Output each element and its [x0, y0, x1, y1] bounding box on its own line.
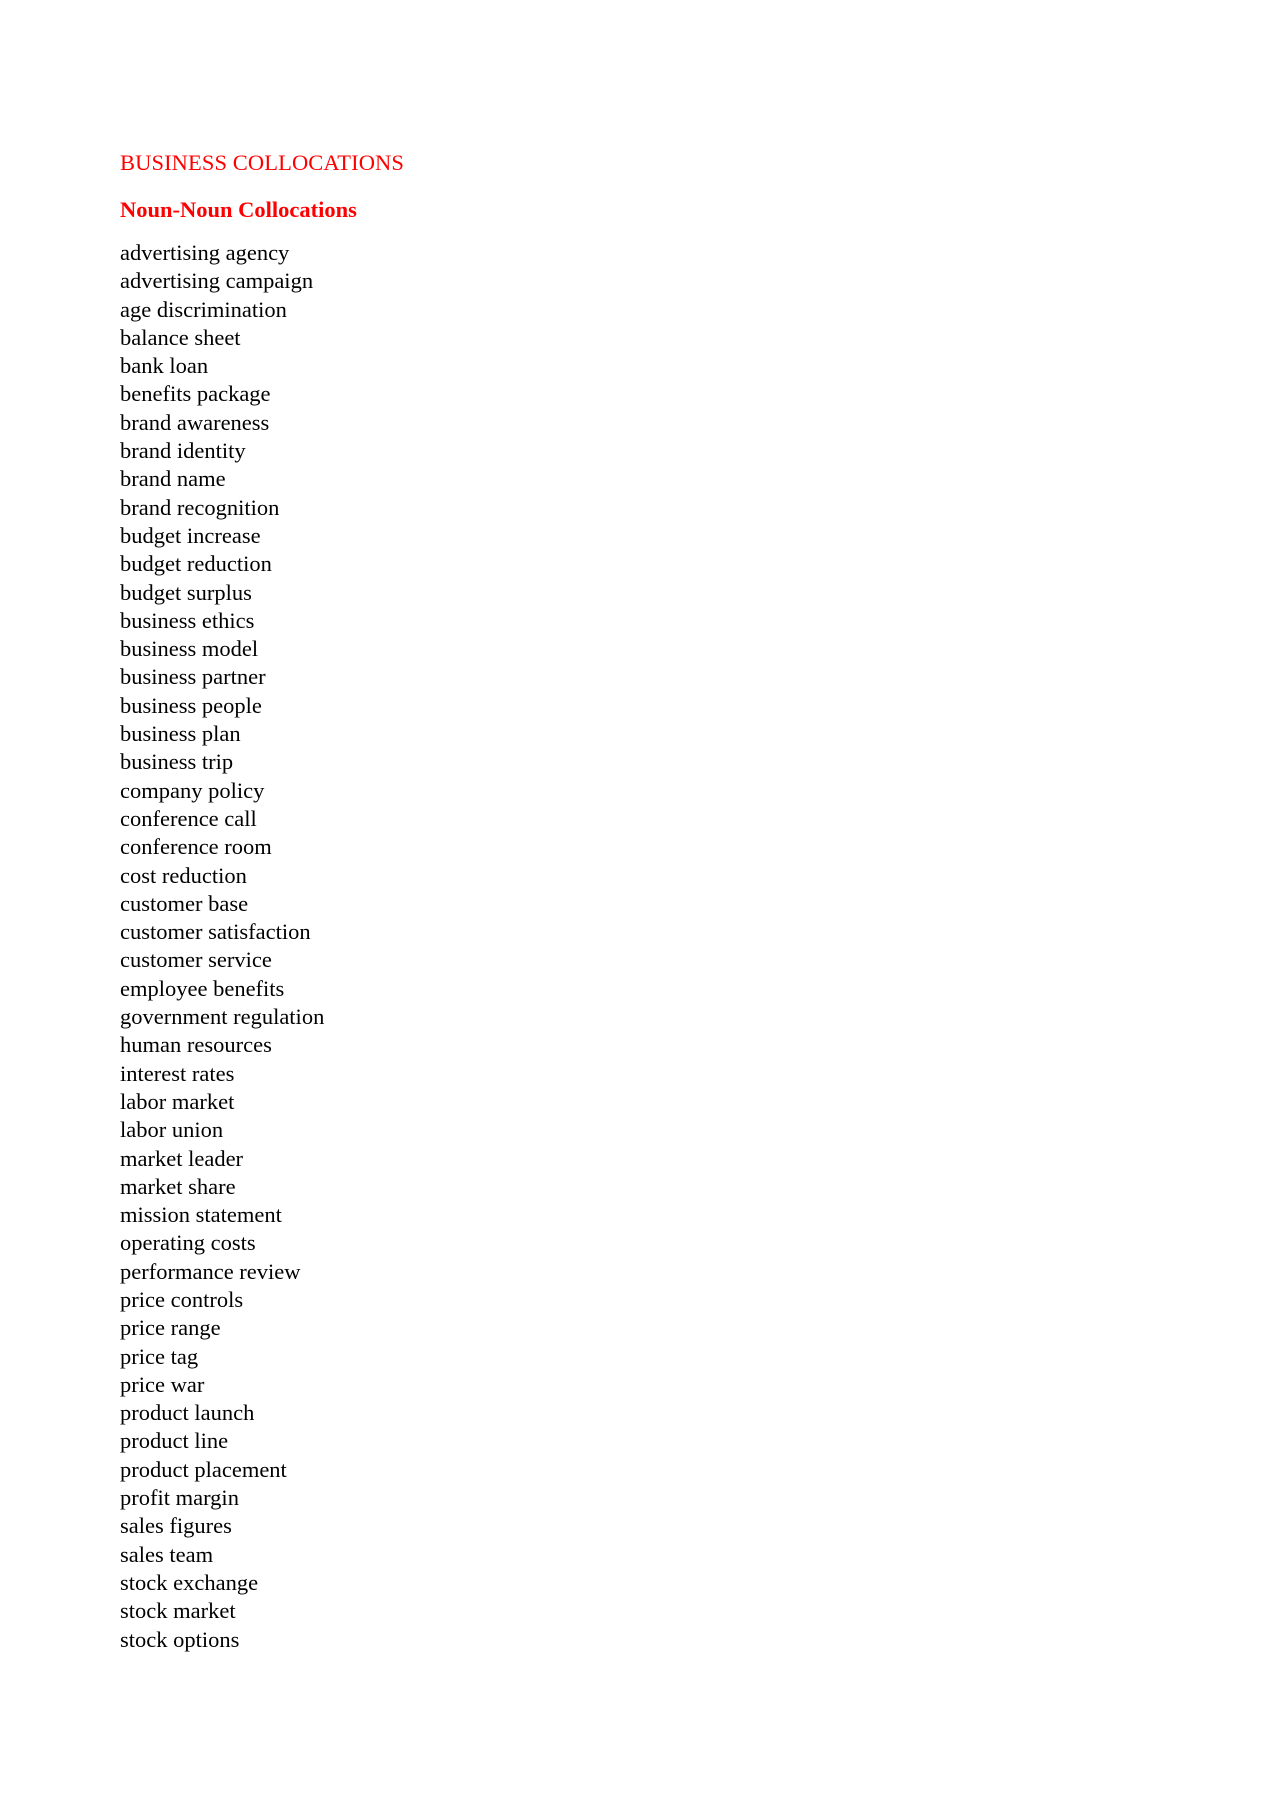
collocation-item: sales figures	[120, 1513, 232, 1539]
collocation-item: stock market	[120, 1598, 236, 1624]
collocation-item: company policy	[120, 777, 265, 803]
collocation-item: market share	[120, 1173, 236, 1199]
collocation-item: mission statement	[120, 1202, 282, 1228]
collocation-item: price tag	[120, 1343, 199, 1369]
collocation-item: advertising agency	[120, 240, 290, 265]
collocation-item: brand identity	[120, 438, 246, 464]
collocation-item: business partner	[120, 664, 266, 690]
collocation-item: conference call	[120, 805, 257, 831]
collocation-item: customer base	[120, 890, 249, 916]
collocation-item: sales team	[120, 1541, 214, 1567]
collocation-item: budget surplus	[120, 579, 252, 605]
collocation-item: profit margin	[120, 1485, 239, 1511]
collocation-item: stock exchange	[120, 1569, 259, 1595]
collocation-item: interest rates	[120, 1060, 235, 1086]
collocation-item: stock options	[120, 1626, 240, 1652]
collocation-item: brand name	[120, 466, 226, 492]
collocation-item: employee benefits	[120, 975, 285, 1001]
collocation-item: labor union	[120, 1117, 224, 1143]
collocation-item: benefits package	[120, 381, 271, 407]
collocation-item: business plan	[120, 721, 241, 747]
collocation-item: business people	[120, 692, 262, 718]
page-content	[120, 148, 1160, 1654]
collocation-item: performance review	[120, 1258, 301, 1284]
collocation-item: government regulation	[120, 1004, 325, 1030]
collocation-item: brand awareness	[120, 409, 270, 435]
collocation-item: balance sheet	[120, 324, 241, 350]
collocation-item: market leader	[120, 1145, 244, 1171]
collocation-item: age discrimination	[120, 296, 287, 322]
collocation-item: price war	[120, 1371, 205, 1397]
collocation-item: cost reduction	[120, 862, 247, 888]
collocation-list	[120, 239, 1160, 1654]
collocation-item: budget reduction	[120, 551, 272, 577]
collocation-item: operating costs	[120, 1230, 256, 1256]
collocation-item: price range	[120, 1315, 221, 1341]
collocation-item: labor market	[120, 1088, 235, 1114]
collocation-item: budget increase	[120, 522, 261, 548]
collocation-item: human resources	[120, 1032, 272, 1058]
collocation-item: bank loan	[120, 353, 209, 379]
collocation-item: conference room	[120, 834, 272, 860]
collocation-item: customer satisfaction	[120, 919, 311, 945]
noun-noun-section	[120, 195, 1160, 1654]
collocation-item: product launch	[120, 1400, 255, 1426]
collocation-item: business ethics	[120, 607, 255, 633]
collocation-item: price controls	[120, 1286, 244, 1312]
collocation-item: product placement	[120, 1456, 287, 1482]
collocation-item: advertising campaign	[120, 268, 314, 294]
section-heading: Noun-Noun Collocations	[120, 197, 357, 222]
collocation-item: product line	[120, 1428, 229, 1454]
collocation-item: brand recognition	[120, 494, 280, 520]
collocation-item: customer service	[120, 947, 272, 973]
collocation-item: business trip	[120, 749, 234, 775]
document-title: BUSINESS COLLOCATIONS	[120, 150, 405, 175]
collocation-item: business model	[120, 636, 259, 662]
